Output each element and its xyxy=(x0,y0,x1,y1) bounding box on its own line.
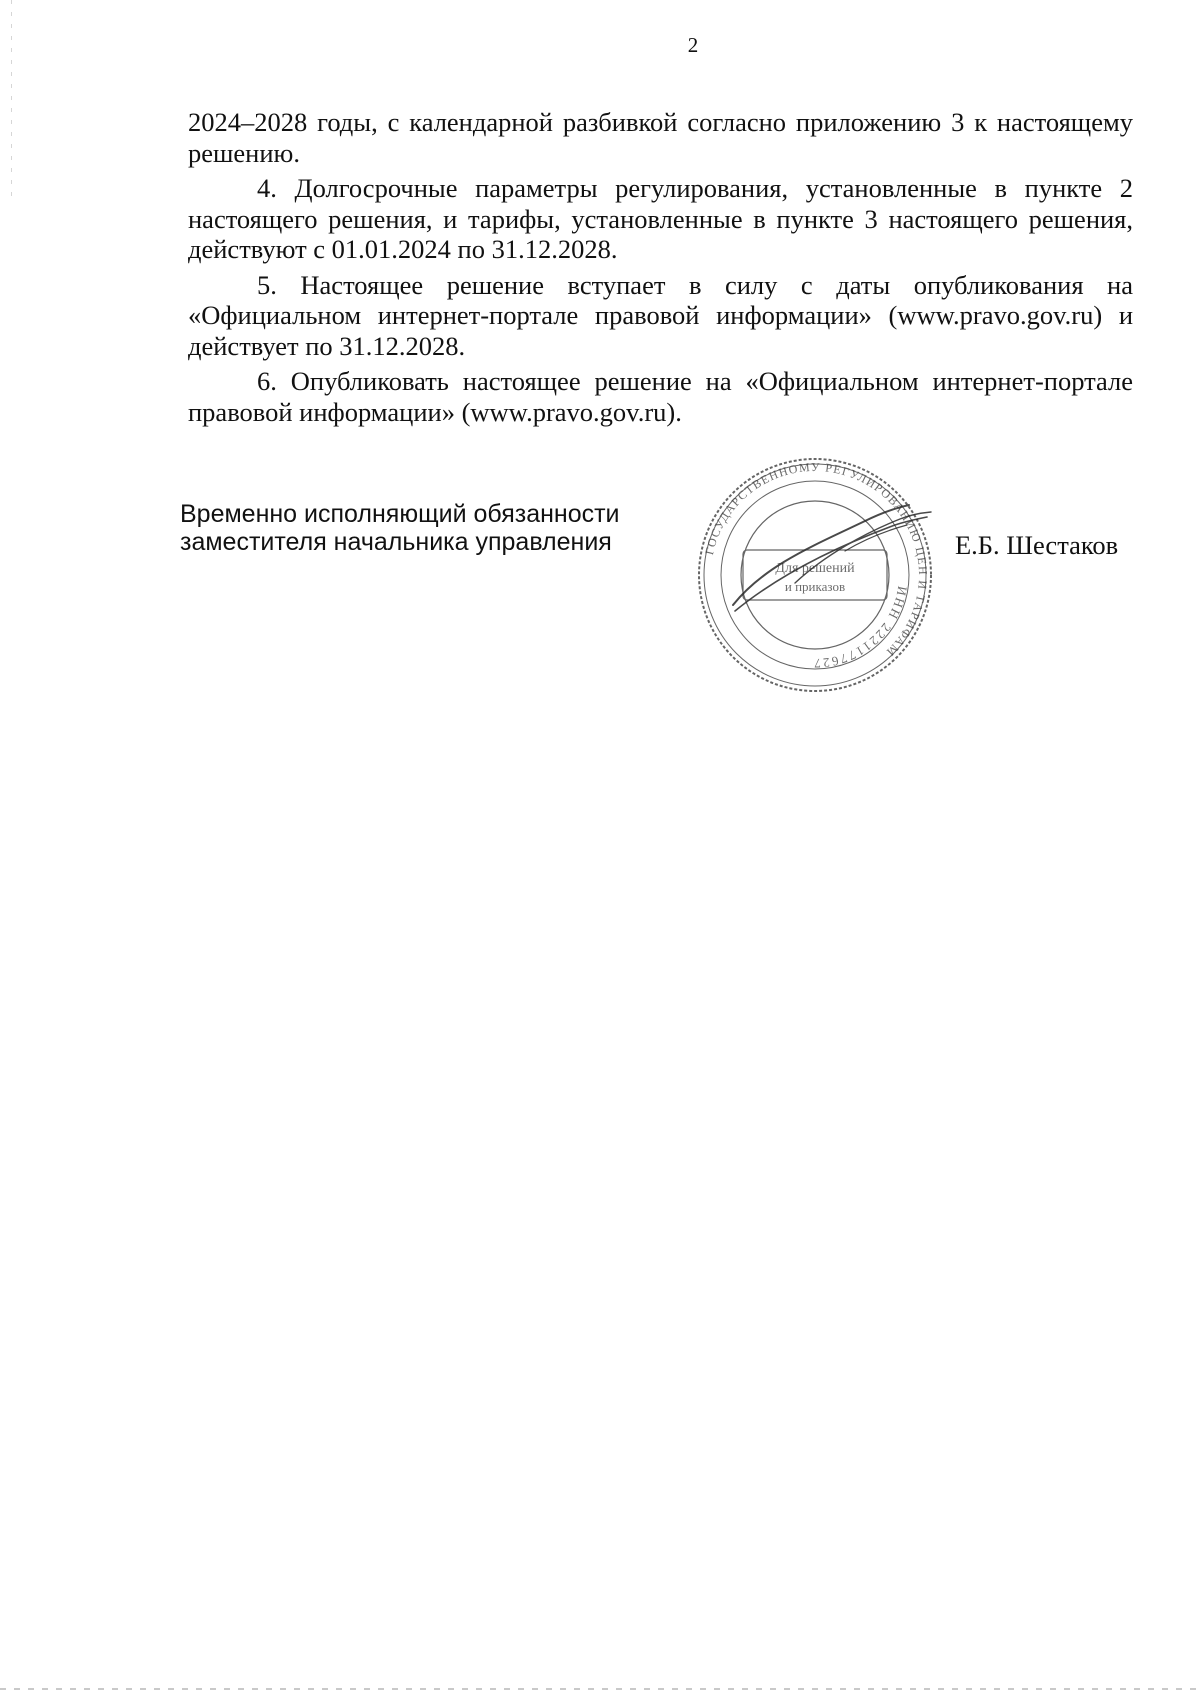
document-body xyxy=(188,107,1133,432)
stamp-center-line-1: Для решений xyxy=(775,561,855,576)
scan-bottom-edge xyxy=(0,1688,1200,1690)
signatory-name: Е.Б. Шестаков xyxy=(955,530,1119,560)
paragraph-continuation: 2024–2028 годы, с календарной разбивкой согласно приложению 3 к настоящему решению. xyxy=(188,107,1133,168)
signatory-position-line-2: заместителя начальника управления xyxy=(180,528,612,556)
signatory-position xyxy=(180,500,620,556)
signatory-position-line-1: Временно исполняющий обязанности xyxy=(180,500,620,528)
scan-left-edge xyxy=(11,0,12,200)
paragraph-item-6: 6. Опубликовать настоящее решение на «Официальном интернет-портале правовой информации» (www.pravo.gov.ru). xyxy=(188,366,1133,427)
stamp-inn-text: ИНН 2221177627 xyxy=(812,584,911,672)
page-number: 2 xyxy=(687,33,699,57)
official-seal-stamp xyxy=(695,455,935,695)
stamp-outer-text: ГОСУДАРСТВЕННОМУ РЕГУЛИРОВАНИЮ ЦЕН И ТАРИФАМ xyxy=(702,459,931,660)
paragraph-item-5: 5. Настоящее решение вступает в силу с даты опубликования на «Официальном интернет-портале правовой информации» (www.pravo.gov.ru) и действует по 31.12.2028. xyxy=(188,269,1133,361)
stamp-center-line-2: и приказов xyxy=(784,579,846,594)
paragraph-item-4: 4. Долгосрочные параметры регулирования, установленные в пункте 2 настоящего решения, и тарифы, установленные в пункте 3 настоящего решения, действуют с 01.01.2024 по 31.12.2028. xyxy=(188,173,1133,264)
